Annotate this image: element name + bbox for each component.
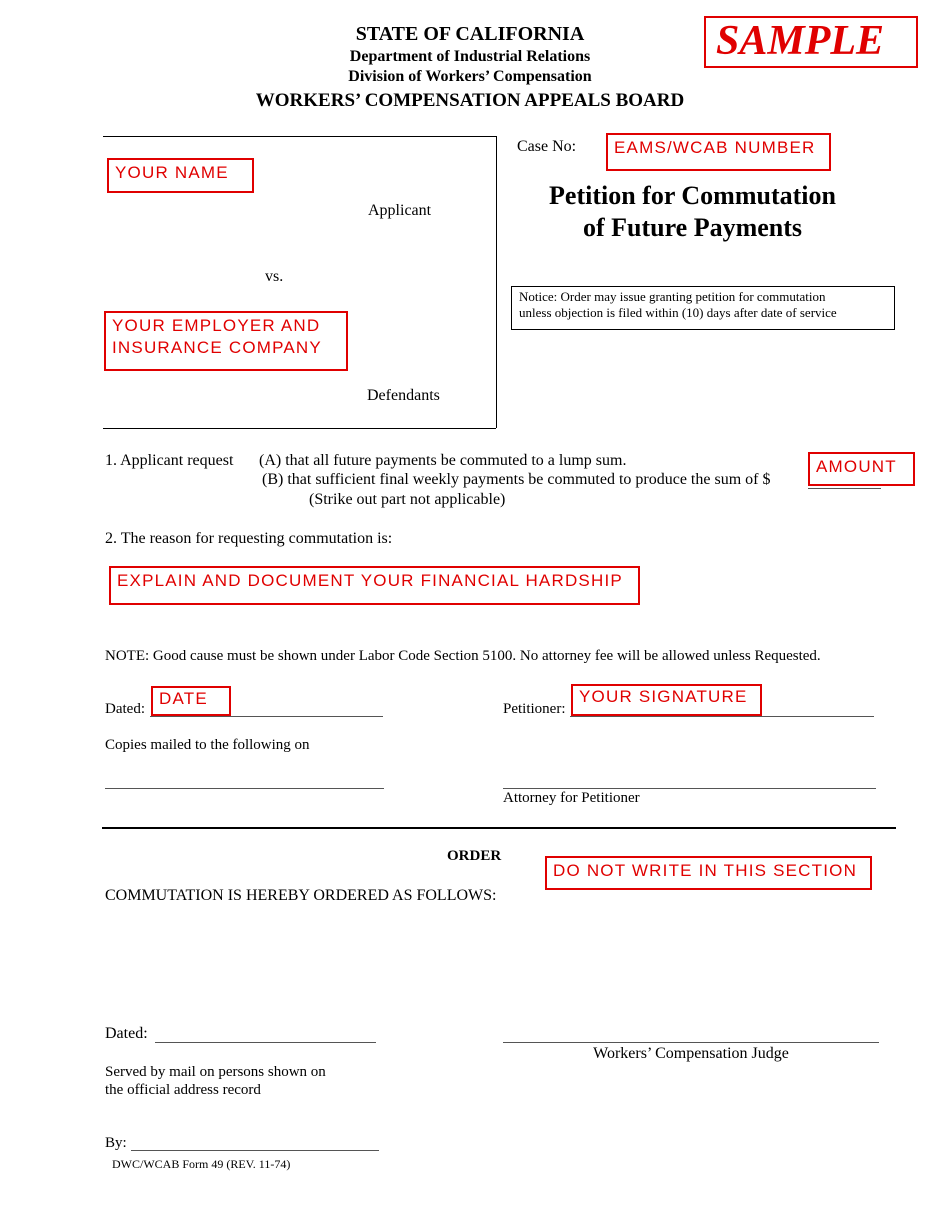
defendant-placeholder-line2: INSURANCE COMPANY <box>112 338 322 357</box>
item1-strike-note: (Strike out part not applicable) <box>309 491 506 508</box>
served-by-mail <box>105 1063 326 1099</box>
signature-field[interactable] <box>571 684 762 716</box>
dated-label: Dated: <box>105 701 145 717</box>
date-placeholder: DATE <box>159 689 208 708</box>
applicant-name-placeholder: YOUR NAME <box>115 163 229 182</box>
header-division: Division of Workers’ Compensation <box>348 68 592 85</box>
amount-placeholder: AMOUNT <box>816 457 897 476</box>
caption-top-rule <box>103 136 496 137</box>
judge-line <box>503 1042 879 1043</box>
order-dated-label: Dated: <box>105 1025 148 1042</box>
applicant-name-field[interactable] <box>107 158 254 193</box>
attorney-label: Attorney for Petitioner <box>503 790 640 806</box>
item1-option-a: (A) that all future payments be commuted to a lump sum. <box>259 452 627 469</box>
petitioner-line <box>570 716 874 717</box>
order-dated-line <box>155 1042 376 1043</box>
copies-mailed-label: Copies mailed to the following on <box>105 737 310 753</box>
amount-field[interactable] <box>808 452 915 486</box>
case-no-label: Case No: <box>517 138 577 155</box>
section-divider <box>102 827 896 829</box>
vs-label: vs. <box>265 268 284 285</box>
header-department: Department of Industrial Relations <box>349 48 591 65</box>
notice-box <box>511 286 895 330</box>
judge-label: Workers’ Compensation Judge <box>593 1045 789 1062</box>
notice-line2: unless objection is filed within (10) days after date of service <box>519 305 837 320</box>
order-heading: ORDER <box>447 848 502 864</box>
item1-prefix: 1. Applicant request <box>105 452 234 469</box>
by-line <box>131 1150 379 1151</box>
notice-line1: Notice: Order may issue granting petition for commutation <box>519 289 826 304</box>
form-title <box>510 180 875 244</box>
form-title-line1: Petition for Commutation <box>549 181 836 210</box>
item2-label: 2. The reason for requesting commutation is: <box>105 530 393 547</box>
amount-underline <box>808 488 881 489</box>
form-id: DWC/WCAB Form 49 (REV. 11-74) <box>112 1157 291 1171</box>
date-field[interactable] <box>151 686 231 716</box>
copies-mailed-line <box>105 788 384 789</box>
signature-placeholder: YOUR SIGNATURE <box>579 687 748 706</box>
reason-field[interactable] <box>109 566 640 605</box>
petitioner-label: Petitioner: <box>503 701 566 717</box>
defendant-name-field[interactable] <box>104 311 348 371</box>
case-number-field[interactable] <box>606 133 831 171</box>
caption-right-rule <box>496 136 497 428</box>
header-state: STATE OF CALIFORNIA <box>355 23 585 45</box>
attorney-line <box>503 788 876 789</box>
served-line1: Served by mail on persons shown on <box>105 1064 326 1080</box>
header-board: WORKERS’ COMPENSATION APPEALS BOARD <box>255 90 685 111</box>
ordered-text: COMMUTATION IS HEREBY ORDERED AS FOLLOWS: <box>105 887 497 904</box>
sample-stamp <box>704 16 918 68</box>
defendants-label: Defendants <box>367 387 440 404</box>
defendant-placeholder-line1: YOUR EMPLOYER AND <box>112 316 321 335</box>
do-not-write-notice <box>545 856 872 890</box>
caption-bottom-rule <box>103 428 496 429</box>
form-title-line2: of Future Payments <box>582 213 803 242</box>
sample-stamp-text: SAMPLE <box>716 18 885 64</box>
do-not-write-text: DO NOT WRITE IN THIS SECTION <box>553 861 858 880</box>
by-label: By: <box>105 1135 127 1151</box>
served-line2: the official address record <box>105 1082 261 1098</box>
item1-option-b: (B) that sufficient final weekly payments be commuted to produce the sum of $ <box>262 471 771 488</box>
applicant-label: Applicant <box>368 202 432 219</box>
dated-line <box>150 716 383 717</box>
case-number-placeholder: EAMS/WCAB NUMBER <box>614 138 816 157</box>
reason-placeholder: EXPLAIN AND DOCUMENT YOUR FINANCIAL HARDSHIP <box>117 571 623 590</box>
good-cause-note: NOTE: Good cause must be shown under Labor Code Section 5100. No attorney fee will be allowed unless Requested. <box>105 648 821 664</box>
